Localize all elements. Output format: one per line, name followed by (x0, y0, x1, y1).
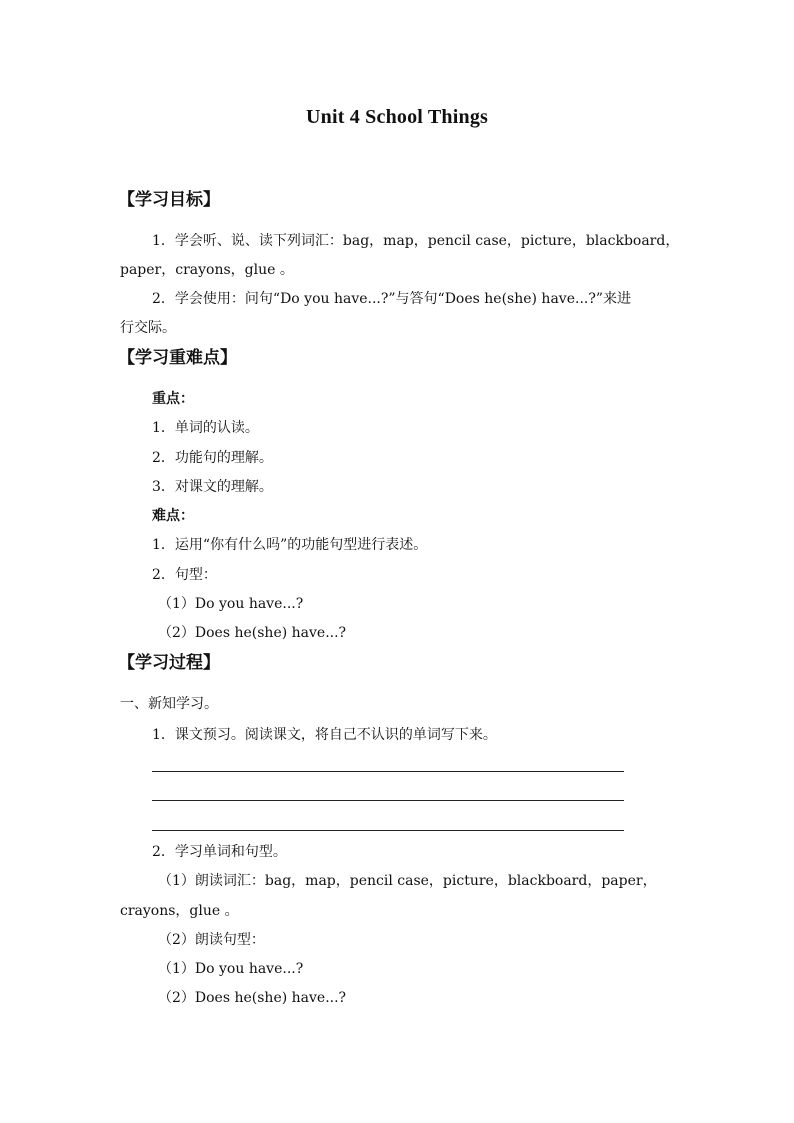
key-item-1: 1．单词的认读。 (152, 420, 259, 436)
process-step-2a-line-2: crayons，glue 。 (120, 903, 239, 919)
key-item-2: 2．功能句的理解。 (152, 450, 273, 466)
process-step-2a-line-1: （1）朗读词汇：bag，map，pencil case，picture，blackboard，paper， (158, 873, 657, 889)
process-sentence-1: （1）Do you have...? (158, 961, 304, 977)
difficulty-label: 难点： (152, 508, 194, 524)
process-step-2: 2．学习单词和句型。 (152, 844, 287, 860)
section-heading-process: 【学习过程】 (118, 653, 220, 673)
section-heading-goals: 【学习目标】 (118, 190, 220, 210)
answer-blank-line-1[interactable] (152, 771, 624, 772)
goal-item-1-line-2: paper，crayons，glue 。 (120, 262, 294, 278)
difficulty-sentence-2: （2）Does he(she) have...? (158, 625, 347, 641)
answer-blank-line-3[interactable] (152, 830, 624, 831)
difficulty-sentence-1: （1）Do you have...? (158, 596, 304, 612)
goal-item-1-line-1: 1．学会听、说、读下列词汇：bag，map，pencil case，picture，blackboard， (152, 233, 680, 249)
process-sentence-2: （2）Does he(she) have...? (158, 990, 347, 1006)
answer-blank-line-2[interactable] (152, 800, 624, 801)
key-item-3: 3．对课文的理解。 (152, 479, 273, 495)
goal-item-2-line-1: 2．学会使用：问句“Do you have...?”与答句“Does he(she) have...?”来进 (152, 291, 632, 307)
process-step-2b: （2）朗读句型： (158, 932, 265, 948)
difficulty-item-2: 2．句型： (152, 567, 217, 583)
difficulty-item-1: 1．运用“你有什么吗”的功能句型进行表述。 (152, 537, 428, 553)
process-step-1: 1．课文预习。阅读课文，将自己不认识的单词写下来。 (152, 727, 497, 743)
page-title: Unit 4 School Things (305, 106, 489, 128)
process-part-1: 一、新知学习。 (120, 696, 218, 712)
key-label: 重点： (152, 391, 194, 407)
section-heading-keypoints: 【学习重难点】 (118, 348, 237, 368)
goal-item-2-line-2: 行交际。 (120, 320, 176, 336)
